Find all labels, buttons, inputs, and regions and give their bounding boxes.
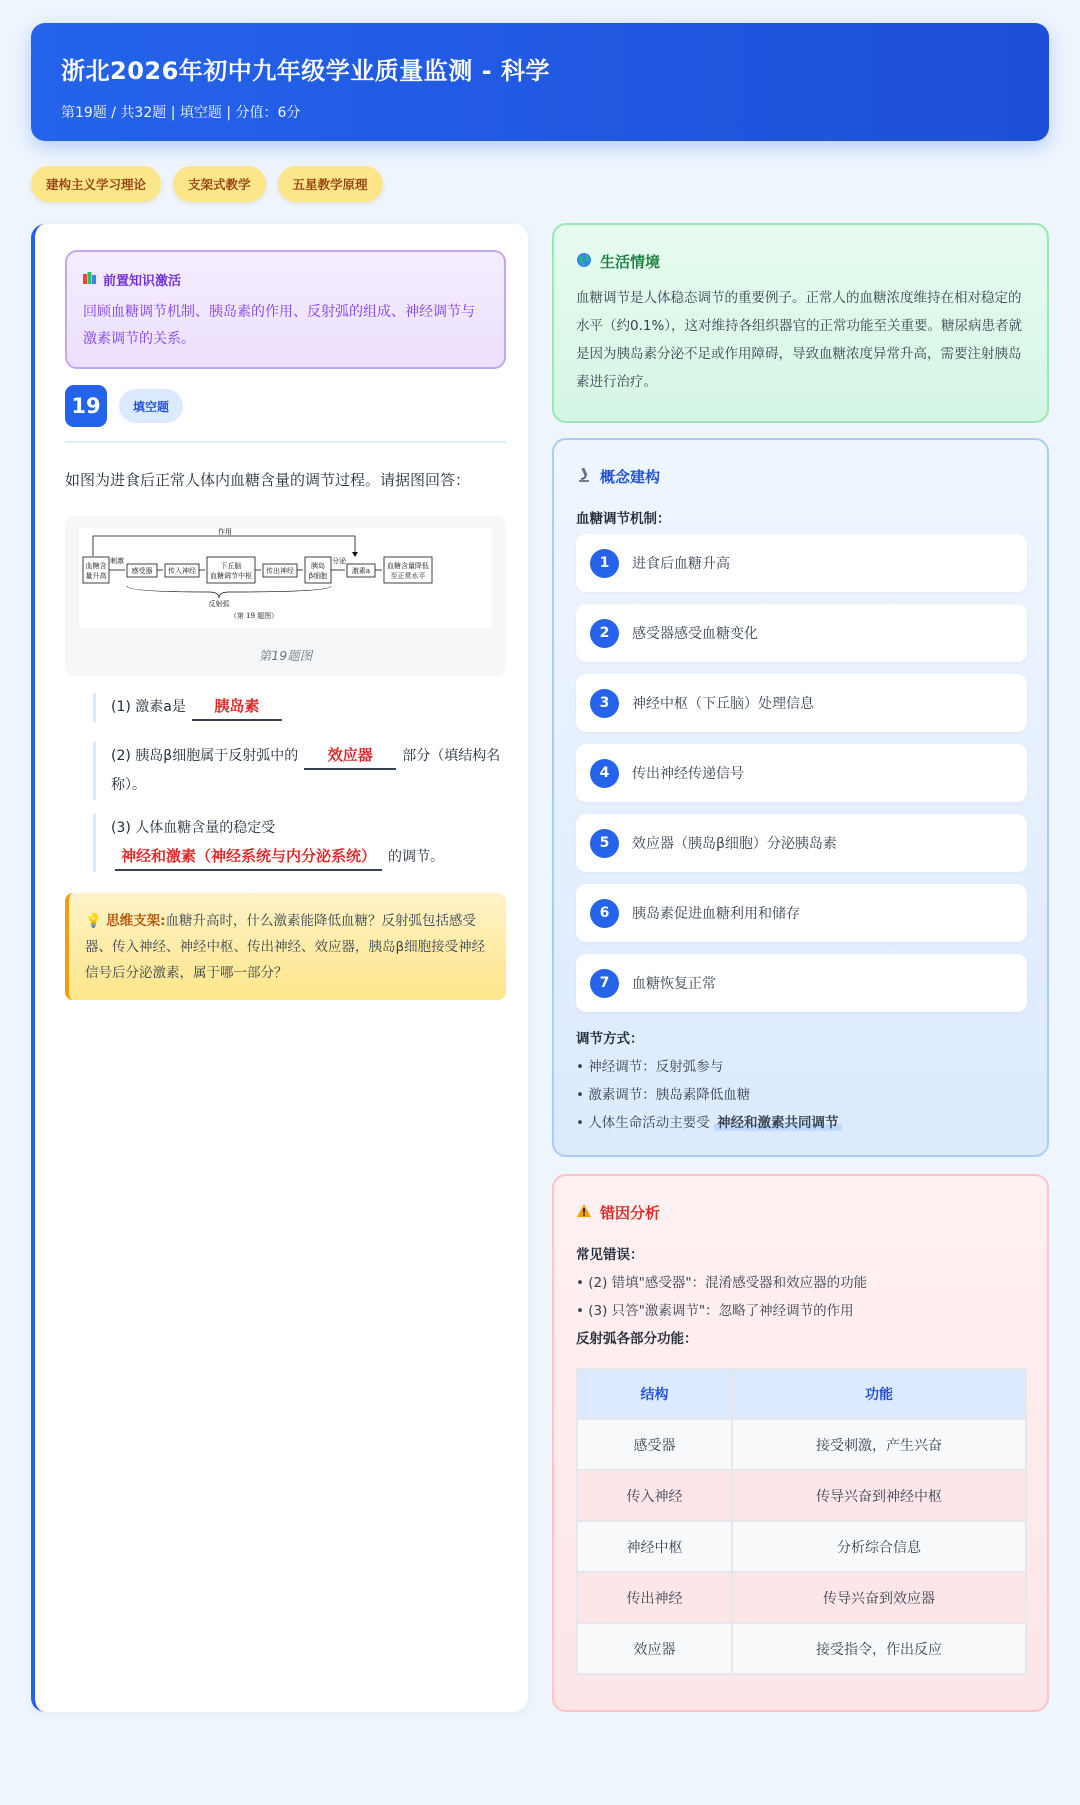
- globe-icon: [576, 252, 592, 272]
- fig-bottom-label: 反射弧: [208, 600, 230, 608]
- concept-title: 概念建构: [600, 468, 661, 486]
- mode-highlight: 神经和激素共同调节: [714, 1115, 842, 1131]
- question-number: 19: [65, 385, 107, 427]
- microscope-icon: [576, 467, 592, 487]
- table-header-function: 功能: [733, 1370, 1025, 1418]
- table-header-structure: 结构: [578, 1370, 731, 1418]
- fig-edge-stimulus: 刺激: [110, 557, 124, 565]
- answer-2[interactable]: 效应器: [304, 742, 396, 770]
- fig-box-3: 传入神经: [168, 567, 196, 575]
- fig-box-7: 激素a: [351, 567, 371, 575]
- fig-box-2: 感受器: [131, 567, 153, 575]
- life-text: 血糖调节是人体稳态调节的重要例子。正常人的血糖浓度维持在相对稳定的水平（约0.1%），这对维持各组织器官的正常功能至关重要。糖尿病患者就是因为胰岛素分泌不足或作用障碍，导致血糖浓度异常升高，需要注射胰岛素进行治疗。: [576, 290, 1023, 390]
- fig-box-6: 胰岛: [311, 562, 325, 570]
- mode-item: • 神经调节：反射弧参与: [576, 1059, 724, 1075]
- prior-title: 前置知识激活: [103, 274, 182, 289]
- fig-top-label: 作用: [218, 528, 232, 536]
- question-card: [31, 224, 528, 1712]
- error-item: • (3) 只答"激素调节"：忽略了神经调节的作用: [576, 1303, 854, 1319]
- answer-1[interactable]: 胰岛素: [192, 693, 282, 721]
- life-title: 生活情境: [600, 253, 661, 271]
- step-7: 7 血糖恢复正常: [576, 954, 1027, 1012]
- concept-card: [552, 438, 1049, 1157]
- hint-text: 血糖升高时，什么激素能降低血糖？反射弧包括感受器、传入神经、神经中枢、传出神经、效应器，胰岛β细胞接受神经信号后分泌激素，属于哪一部分？: [85, 913, 486, 981]
- sub-question-3: (3) 人体血糖含量的稳定受 神经和激素（神经系统与内分泌系统） 的调节。: [93, 814, 506, 872]
- mechanism-label: 血糖调节机制：: [576, 511, 671, 527]
- step-2: 2 感受器感受血糖变化: [576, 604, 1027, 662]
- figure-caption: 第19题图: [258, 648, 313, 663]
- error-analysis-card: [552, 1174, 1049, 1712]
- question-type-badge: 填空题: [119, 389, 183, 423]
- answer-3[interactable]: 神经和激素（神经系统与内分泌系统）: [115, 843, 382, 871]
- common-errors-label: 常见错误：: [576, 1247, 644, 1263]
- fig-edge-secrete: 分泌: [332, 557, 346, 565]
- hint-label: 思维支架:: [106, 913, 166, 929]
- svg-text:血糖调节中枢: 血糖调节中枢: [210, 572, 252, 580]
- tag-five-star[interactable]: 五星教学原理: [278, 166, 383, 202]
- mode-label: 调节方式：: [576, 1031, 644, 1047]
- tag-scaffolding[interactable]: 支架式教学: [173, 166, 266, 202]
- theory-tags: [31, 166, 383, 202]
- tag-constructivism[interactable]: 建构主义学习理论: [31, 166, 161, 202]
- thinking-scaffold: [65, 893, 506, 1000]
- books-icon: [83, 272, 97, 288]
- svg-text:β细胞: β细胞: [308, 572, 328, 580]
- table-row: 传出神经 传导兴奋到效应器: [578, 1573, 1025, 1622]
- sub-question-1: (1) 激素a是 胰岛素: [93, 693, 506, 722]
- svg-text:量升高: 量升高: [85, 572, 107, 580]
- divider: [65, 441, 506, 443]
- question-head: [65, 385, 183, 427]
- reflex-arc-table: [576, 1368, 1027, 1675]
- sub-question-2: (2) 胰岛β细胞属于反射弧中的 效应器 部分（填结构名称）。: [93, 742, 506, 800]
- step-3: 3 神经中枢（下丘脑）处理信息: [576, 674, 1027, 732]
- prior-text: 回顾血糖调节机制、胰岛素的作用、反射弧的组成、神经调节与激素调节的关系。: [83, 304, 475, 347]
- page-title: 浙北2026年初中九年级学业质量监测 - 科学: [61, 57, 550, 85]
- error-title: 错因分析: [600, 1204, 661, 1222]
- step-4: 4 传出神经传递信号: [576, 744, 1027, 802]
- table-row: 感受器 接受刺激，产生兴奋: [578, 1420, 1025, 1469]
- fig-box-4: 下丘脑: [220, 562, 242, 570]
- prior-knowledge-box: [65, 250, 506, 369]
- error-item: • (2) 错填"感受器"：混淆感受器和效应器的功能: [576, 1275, 868, 1291]
- fig-number: （第 19 题图）: [229, 612, 279, 620]
- svg-text:至正常水平: 至正常水平: [390, 572, 426, 580]
- regulation-diagram: [79, 528, 492, 628]
- warning-icon: [576, 1203, 592, 1222]
- step-5: 5 效应器（胰岛β细胞）分泌胰岛素: [576, 814, 1027, 872]
- fig-box-8: 血糖含量降低: [387, 562, 429, 570]
- regulation-modes: [576, 1025, 842, 1137]
- step-1: 1 进食后血糖升高: [576, 534, 1027, 592]
- table-row: 效应器 接受指令，作出反应: [578, 1624, 1025, 1673]
- step-6: 6 胰岛素促进血糖利用和储存: [576, 884, 1027, 942]
- lightbulb-icon: 💡: [85, 913, 102, 929]
- question-stem: 如图为进食后正常人体内血糖含量的调节过程。请据图回答：: [65, 471, 471, 489]
- figure-box: [65, 516, 506, 676]
- table-row: 传入神经 传导兴奋到神经中枢: [578, 1471, 1025, 1520]
- page-header: [31, 23, 1049, 141]
- question-meta: 第19题 / 共32题 | 填空题 | 分值：6分: [61, 105, 301, 121]
- function-label: 反射弧各部分功能：: [576, 1331, 698, 1347]
- life-context-card: [552, 223, 1049, 423]
- fig-box-1: 血糖含: [85, 562, 107, 570]
- fig-box-5: 传出神经: [266, 567, 294, 575]
- mode-item: • 人体生命活动主要受 神经和激素共同调节: [576, 1109, 842, 1137]
- table-row: 神经中枢 分析综合信息: [578, 1522, 1025, 1571]
- mode-item: • 激素调节：胰岛素降低血糖: [576, 1087, 751, 1103]
